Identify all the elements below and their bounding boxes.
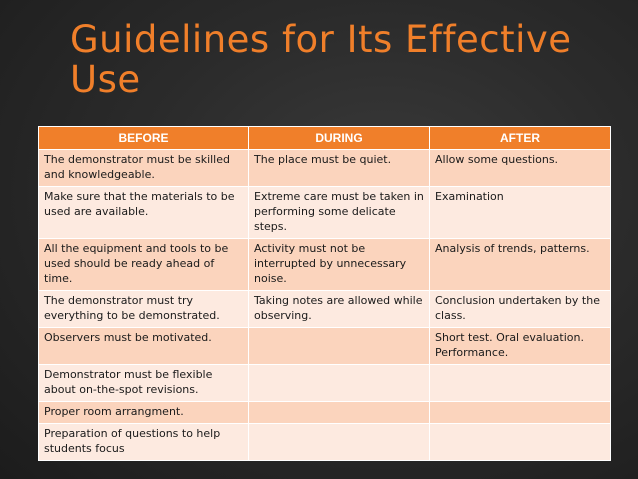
cell-after: Analysis of trends, patterns.: [430, 239, 611, 291]
cell-during: Activity must not be interrupted by unnecessary noise.: [249, 239, 430, 291]
cell-before: Preparation of questions to help students focus: [39, 424, 249, 461]
cell-before: Demonstrator must be flexible about on-the-spot revisions.: [39, 365, 249, 402]
cell-during: [249, 365, 430, 402]
cell-during: [249, 328, 430, 365]
header-during: DURING: [249, 127, 430, 150]
table-row: [39, 187, 611, 239]
table-row: [39, 402, 611, 424]
cell-after: [430, 424, 611, 461]
cell-before: The demonstrator must be skilled and knowledgeable.: [39, 150, 249, 187]
table-row: [39, 150, 611, 187]
slide-title: Guidelines for Its Effective Use: [70, 18, 572, 101]
table-header-row: [39, 127, 611, 150]
cell-during: Extreme care must be taken in performing some delicate steps.: [249, 187, 430, 239]
table-row: [39, 239, 611, 291]
cell-during: Taking notes are allowed while observing.: [249, 291, 430, 328]
cell-during: [249, 402, 430, 424]
header-after: AFTER: [430, 127, 611, 150]
table-row: [39, 424, 611, 461]
cell-after: Examination: [430, 187, 611, 239]
cell-after: [430, 402, 611, 424]
table-row: [39, 365, 611, 402]
cell-after: [430, 365, 611, 402]
cell-before: The demonstrator must try everything to be demonstrated.: [39, 291, 249, 328]
cell-during: The place must be quiet.: [249, 150, 430, 187]
cell-before: All the equipment and tools to be used should be ready ahead of time.: [39, 239, 249, 291]
cell-after: Allow some questions.: [430, 150, 611, 187]
table-row: [39, 328, 611, 365]
cell-during: [249, 424, 430, 461]
cell-after: Short test. Oral evaluation. Performance.: [430, 328, 611, 365]
guidelines-table-container: [38, 126, 610, 461]
table-row: [39, 291, 611, 328]
guidelines-table: [38, 126, 611, 461]
header-before: BEFORE: [39, 127, 249, 150]
cell-before: Make sure that the materials to be used are available.: [39, 187, 249, 239]
cell-before: Proper room arrangment.: [39, 402, 249, 424]
cell-before: Observers must be motivated.: [39, 328, 249, 365]
cell-after: Conclusion undertaken by the class.: [430, 291, 611, 328]
